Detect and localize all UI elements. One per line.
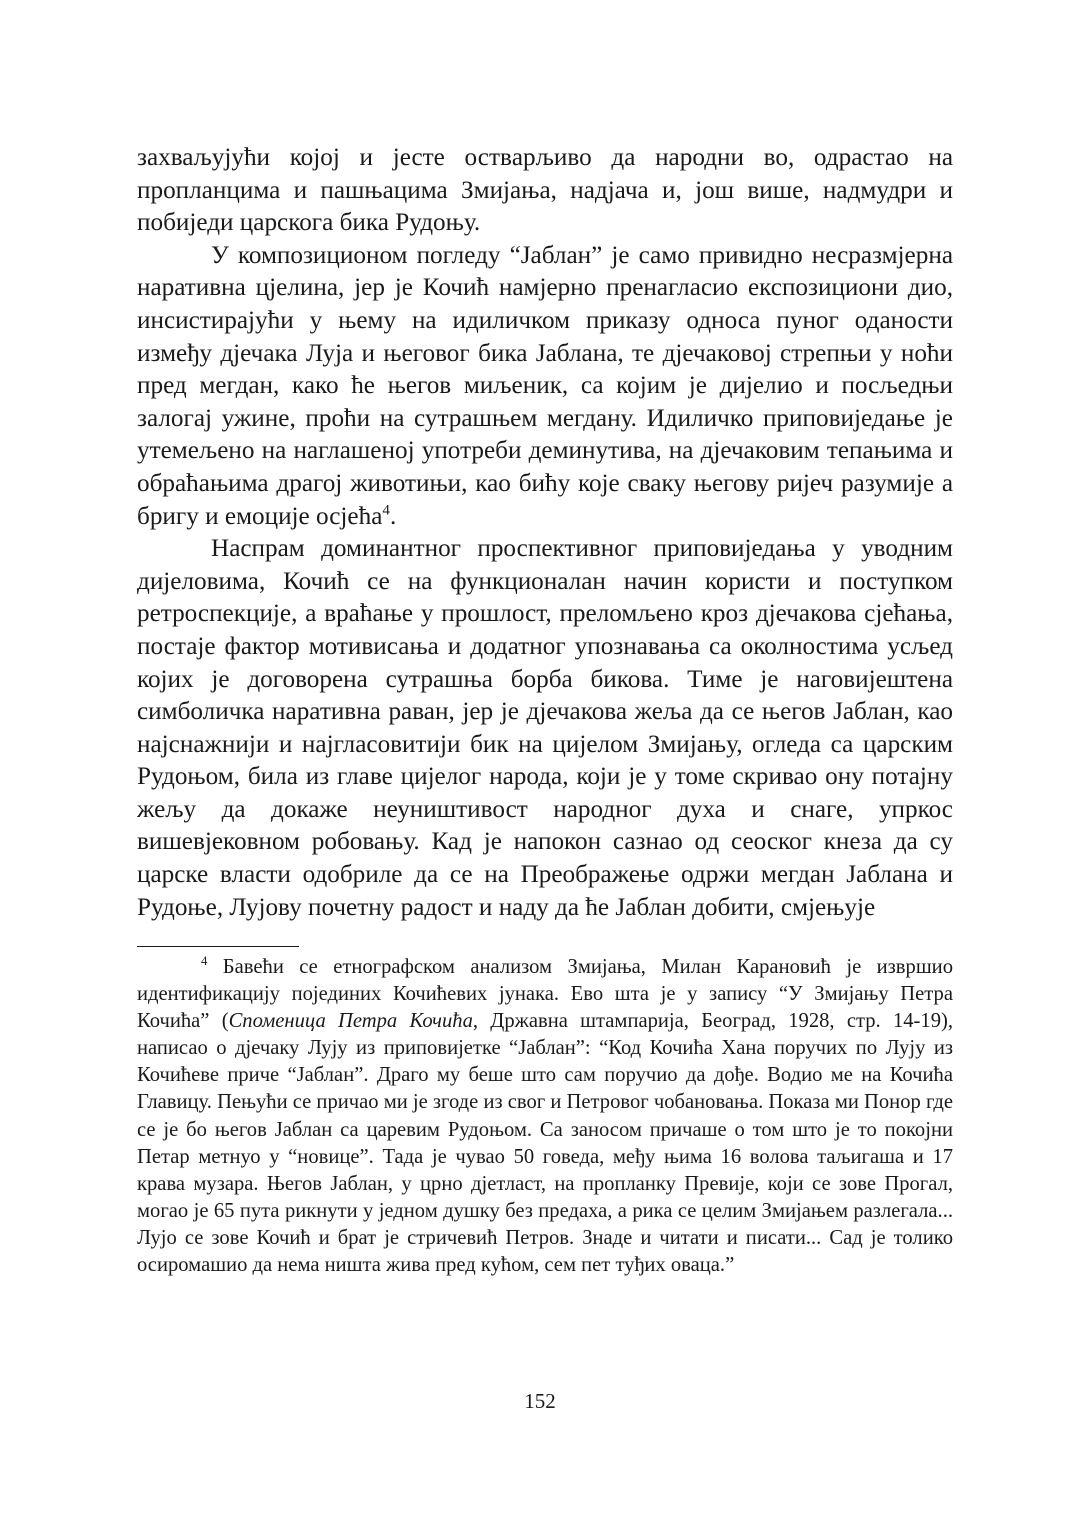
footnote-paragraph [137,954,953,1279]
page-content [137,142,953,924]
paragraph-2-text: У композиционом погледу “Јаблан” је само привидно несразмјерна наративна цјелина, јер је Кочић намјерно пренагласио експозициони дио, инсистирајући у њему на идиличком приказу односа пуног оданости између дјечака Луја и његовог бика Јаблана, те дјечаковој стрепњи у ноћи пред мегдан, како ће његов миљеник, са којим је дијелио и посљедњи залогај ужине, проћи на сутрашњем мегдану. Идиличко приповиједање је утемељено на наглашеној употреби деминутива, на дјечаковим тепањима и обраћањима драгој животињи, као бићу које сваку његову ријеч разумије а бригу и емоције осјећа [137,241,953,530]
footnote-number: 4 [201,954,208,969]
footnote-separator [137,946,299,947]
footnote-book-title: Споменица Петра Кочића [228,1010,473,1033]
body-text [137,142,953,924]
footnote [137,954,953,1279]
footnote-text-before: Бавећи се етнографском анализом Змијања, Милан Карановић је извршио идентификацију појединих Кочићевих јунака. Ево шта је у запису “У Змијању Петра Кочића” ( [137,956,953,1033]
paragraph-2-end: . [389,502,397,530]
page-number: 152 [524,1389,556,1413]
paragraph-2 [137,240,953,533]
paragraph-1: захваљујући којој и јесте оствaрљиво да народни во, одрастао на пропланцима и пашњацима Змијања, надјача и, још више, надмудри и побиједи царскога бика Рудоњу. [137,144,953,237]
paragraph-3: Наспрам доминантног проспективног приповиједања у уводним дијеловима, Кочић се на функционалан начин користи и поступком ретроспекције, а враћање у прошлост, преломљено кроз дјечакова сјећања, постаје фактор мотивисања и додатног упознавања са околностима усљед којих је договорена сутрашња борба бикова. Тиме је наговијештена симболичка наративна раван, јер је дјечакова жеља да се његов Јаблан, као најснажнији и најгласовитији бик на цијелом Змијању, огледа са царским Рудоњом, била из главе цијелог народа, који је у томе скривао ону потајну жељу да докаже неуништивост народног духа и снаге, упркос вишевјековном робовању. Кад је напокон сазнао од сеоског кнеза да су царске власти одобриле да се на Преображење одржи мегдан Јаблана и Рудоње, Лујову почетну радост и наду да ће Јаблан добити, смјењује [137,535,953,921]
footnote-reference[interactable]: 4 [382,502,390,519]
footnote-text-after: , Државна штампарија, Београд, 1928, стр. 14-19), написао о дјечаку Лују из приповијетке “Јаблан”: “Код Кочића Хана поручих по Лују из Кочићеве приче “Јаблан”. Драго му беше што сам поручио да дође. Водио ме на Кочића Главицу. Пењући се причао ми је згоде из свог и Петровог чобановања. Показа ми Понор где се је бо његов Јаблан са царевим Рудоњом. Са заносом причаше о том што је то покојни Петар метнуо у “новице”. Тада је чувао 50 говеда, међу њима 16 волова таљигаша и 17 крава музара. Његов Јаблан, у црно дјетласт, на пропланку Превије, који се зове Прогал, могао је 65 пута рикнути у једном душку без предаха, а рика се целим Змијањем разлегала... Лујо се зове Кочић и брат је стричевић Петров. Знаде и читати и писати... Сад је толико осиромашио да нема ништа жива пред кућом, сем пет туђих оваца.” [137,1010,954,1277]
